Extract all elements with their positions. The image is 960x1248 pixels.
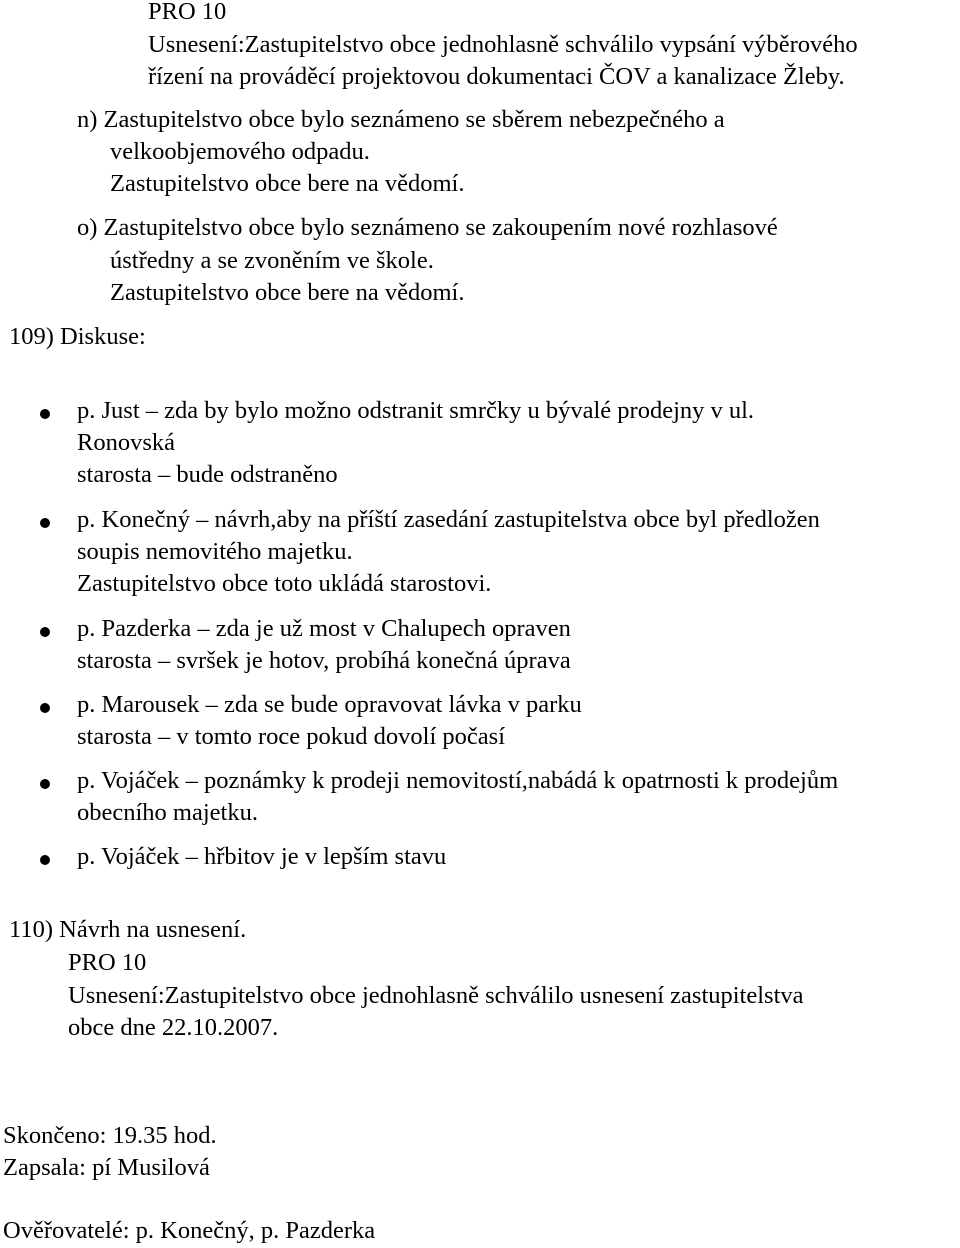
top-resolution-line: Usnesení:Zastupitelstvo obce jednohlasně schválilo vypsání výběrového [148, 31, 858, 58]
section-109-heading: 109) Diskuse: [9, 323, 146, 350]
discussion-item: soupis nemovitého majetku. [77, 538, 353, 565]
discussion-item: starosta – v tomto roce pokud dovolí počasí [77, 723, 505, 750]
item-o-text: o) Zastupitelstvo obce bylo seznámeno se zakoupením nové rozhlasové [77, 214, 778, 241]
discussion-item: Ronovská [77, 429, 175, 456]
discussion-item: starosta – svršek je hotov, probíhá konečná úprava [77, 647, 571, 674]
bullet-icon [40, 855, 50, 865]
item-n-text: n) Zastupitelstvo obce bylo seznámeno se sběrem nebezpečného a [77, 106, 725, 133]
discussion-item: p. Pazderka – zda je už most v Chalupech opraven [77, 615, 571, 642]
item-o-text: Zastupitelstvo obce bere na vědomí. [110, 279, 465, 306]
discussion-item: p. Vojáček – poznámky k prodeji nemovitostí,nabádá k opatrnosti k prodejům [77, 767, 839, 794]
bullet-icon [40, 703, 50, 713]
discussion-item: p. Konečný – návrh,aby na příští zasedání zastupitelstva obce byl předložen [77, 506, 820, 533]
item-o-text: ústředny a se zvoněním ve škole. [110, 247, 434, 274]
verifiers: Ověřovatelé: p. Konečný, p. Pazderka [3, 1217, 376, 1244]
discussion-item: p. Marousek – zda se bude opravovat lávka v parku [77, 691, 582, 718]
section-110-resolution: obce dne 22.10.2007. [68, 1014, 279, 1041]
top-pro-count: PRO 10 [148, 0, 227, 25]
top-resolution-line: řízení na prováděcí projektovou dokumentaci ČOV a kanalizace Žleby. [148, 63, 845, 90]
item-n-text: Zastupitelstvo obce bere na vědomí. [110, 170, 465, 197]
discussion-item: Zastupitelstvo obce toto ukládá starostovi. [77, 570, 492, 597]
section-110-pro-count: PRO 10 [68, 949, 147, 976]
bullet-icon [40, 518, 50, 528]
section-110-resolution: Usnesení:Zastupitelstvo obce jednohlasně schválilo usnesení zastupitelstva [68, 982, 804, 1009]
bullet-icon [40, 627, 50, 637]
bullet-icon [40, 779, 50, 789]
recorded-by: Zapsala: pí Musilová [3, 1154, 210, 1181]
discussion-item: obecního majetku. [77, 799, 258, 826]
discussion-item: starosta – bude odstraněno [77, 461, 338, 488]
ended-time: Skončeno: 19.35 hod. [3, 1122, 217, 1149]
section-110-heading: 110) Návrh na usnesení. [9, 916, 247, 943]
bullet-icon [40, 409, 50, 419]
discussion-item: p. Vojáček – hřbitov je v lepším stavu [77, 843, 447, 870]
item-n-text: velkoobjemového odpadu. [110, 138, 370, 165]
discussion-item: p. Just – zda by bylo možno odstranit smrčky u bývalé prodejny v ul. [77, 397, 755, 424]
